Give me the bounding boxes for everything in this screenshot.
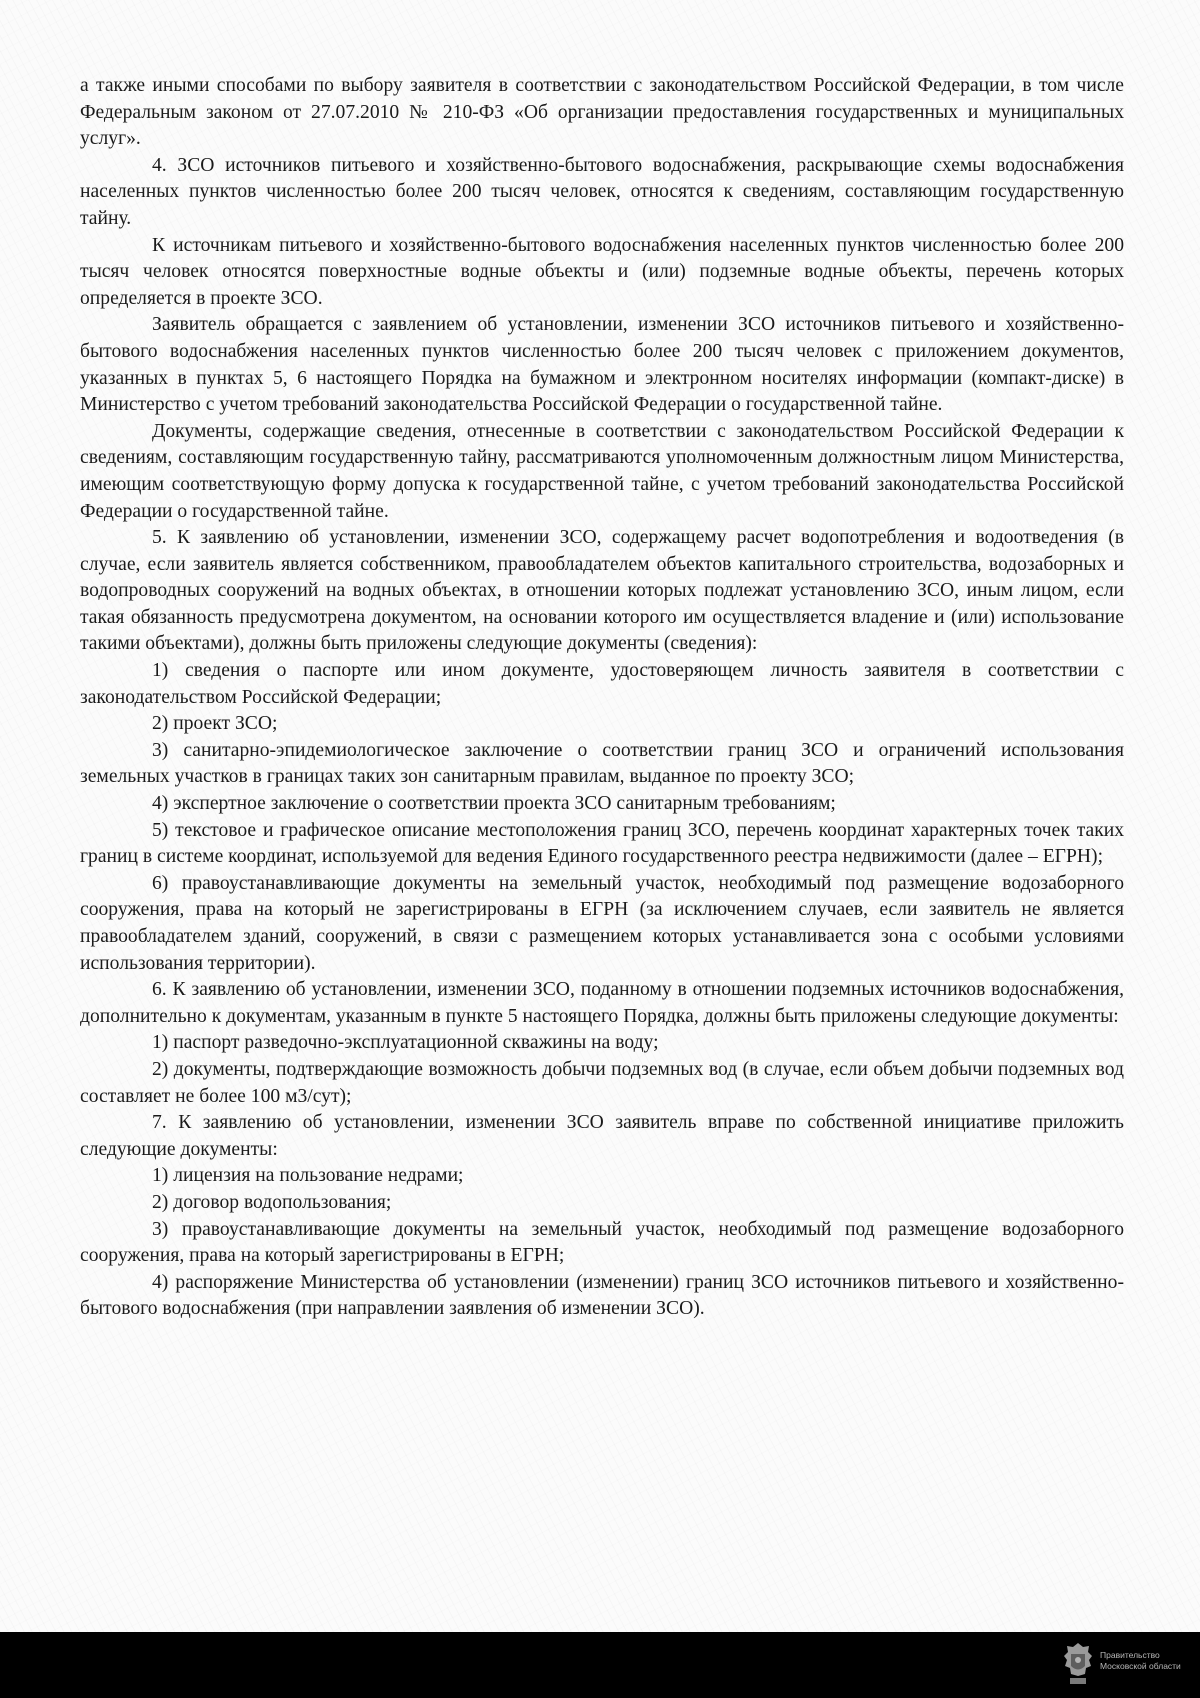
list-item-5-1: 1) сведения о паспорте или ином документе, удостоверяющем личность заявителя в соответствии с законодательством Российской Федерации; [80, 660, 1124, 708]
footer-caption-line1: Правительство [1100, 1650, 1160, 1660]
coat-of-arms-icon [1061, 1640, 1095, 1688]
footer-caption-line2: Московской области [1100, 1661, 1181, 1671]
list-item-7-3: 3) правоустанавливающие документы на земельный участок, необходимый под размещение водозаборного сооружения, права на который зарегистрированы в ЕГРН; [80, 1218, 1124, 1267]
paragraph-sources-definition: К источникам питьевого и хозяйственно-бытового водоснабжения населенных пунктов численностью более 200 тысяч человек относятся поверхностные водные объекты и (или) подземные водные объекты, перечень которых определяется в проекте ЗСО. [80, 234, 1124, 309]
list-item-6-2: 2) документы, подтверждающие возможность добычи подземных вод (в случае, если объем добычи подземных вод составляет не более 100 м3/сут); [80, 1058, 1124, 1107]
paragraph-item-4: 4. ЗСО источников питьевого и хозяйственно-бытового водоснабжения, раскрывающие схемы водоснабжения населенных пунктов численностью более 200 тысяч человек, относятся к сведениям, составляющим государственную тайну. [80, 154, 1124, 229]
paragraph-item-7: 7. К заявлению об установлении, изменении ЗСО заявитель вправе по собственной инициативе приложить следующие документы: [80, 1112, 1124, 1160]
list-item-5-2: 2) проект ЗСО; [152, 713, 278, 735]
list-item-5-5: 5) текстовое и графическое описание местоположения границ ЗСО, перечень координат характерных точек таких границ в системе координат, используемой для ведения Единого государственного реестра недвижимости (далее – ЕГРН); [80, 819, 1124, 868]
list-item-7-2: 2) договор водопользования; [152, 1191, 392, 1213]
paragraph-item-5: 5. К заявлению об установлении, изменении ЗСО, содержащему расчет водопотребления и водоотведения (в случае, если заявитель является собственником, правообладателем объектов капитального строительства, водозаборных и водопроводных сооружений на водных объектах, в отношении которых подлежат установлению ЗСО, иным лицом, если такая обязанность предусмотрена документом, на основании которого им осуществляется владение и (или) использование такими объектами), должны быть приложены следующие документы (сведения): [80, 527, 1124, 655]
list-item-5-4: 4) экспертное заключение о соответствии проекта ЗСО санитарным требованиям; [152, 793, 836, 815]
paragraph-applicant-submission: Заявитель обращается с заявлением об установлении, изменении ЗСО источников питьевого и хозяйственно-бытового водоснабжения населенных пунктов численностью более 200 тысяч человек с приложением документов, указанных в пунктах 5, 6 настоящего Порядка на бумажном и электронном носителях информации (компакт-диске) в Министерство с учетом требований законодательства Российской Федерации о государственной тайне. [80, 314, 1124, 416]
paragraph-secret-documents: Документы, содержащие сведения, отнесенные в соответствии с законодательством Российской Федерации к сведениям, составляющим государственную тайну, рассматриваются уполномоченным должностным лицом Министерства, имеющим соответствующую форму допуска к государственной тайне, с учетом требований законодательства Российской Федерации о государственной тайне. [80, 420, 1124, 522]
footer-caption [1100, 1650, 1196, 1672]
paragraph-continuation: а также иными способами по выбору заявителя в соответствии с законодательством Российской Федерации, в том числе Федеральным законом от 27.07.2010 № 210-ФЗ «Об организации предоставления государственных и муниципальных услуг». [80, 75, 1124, 150]
list-item-5-6: 6) правоустанавливающие документы на земельный участок, необходимый под размещение водозаборного сооружения, права на который не зарегистрированы в ЕГРН (за исключением случаев, если заявитель не является правообладателем зданий, сооружений, в связи с размещением которых устанавливается зона с особыми условиями использования территории). [80, 872, 1124, 974]
paragraph-item-6: 6. К заявлению об установлении, изменении ЗСО, поданному в отношении подземных источников водоснабжения, дополнительно к документам, указанным в пункте 5 настоящего Порядка, должны быть приложены следующие документы: [80, 979, 1124, 1027]
list-item-6-1: 1) паспорт разведочно-эксплуатационной скважины на воду; [152, 1032, 659, 1054]
list-item-7-4: 4) распоряжение Министерства об установлении (изменении) границ ЗСО источников питьевого и хозяйственно-бытового водоснабжения (при направлении заявления об изменении ЗСО). [80, 1271, 1124, 1320]
list-item-5-3: 3) санитарно-эпидемиологическое заключение о соответствии границ ЗСО и ограничений использования земельных участков в границах таких зон санитарным правилам, выданное по проекту ЗСО; [80, 739, 1124, 788]
list-item-7-1: 1) лицензия на пользование недрами; [152, 1165, 464, 1187]
document-body [80, 73, 1124, 1323]
footer-band [0, 1632, 1200, 1698]
